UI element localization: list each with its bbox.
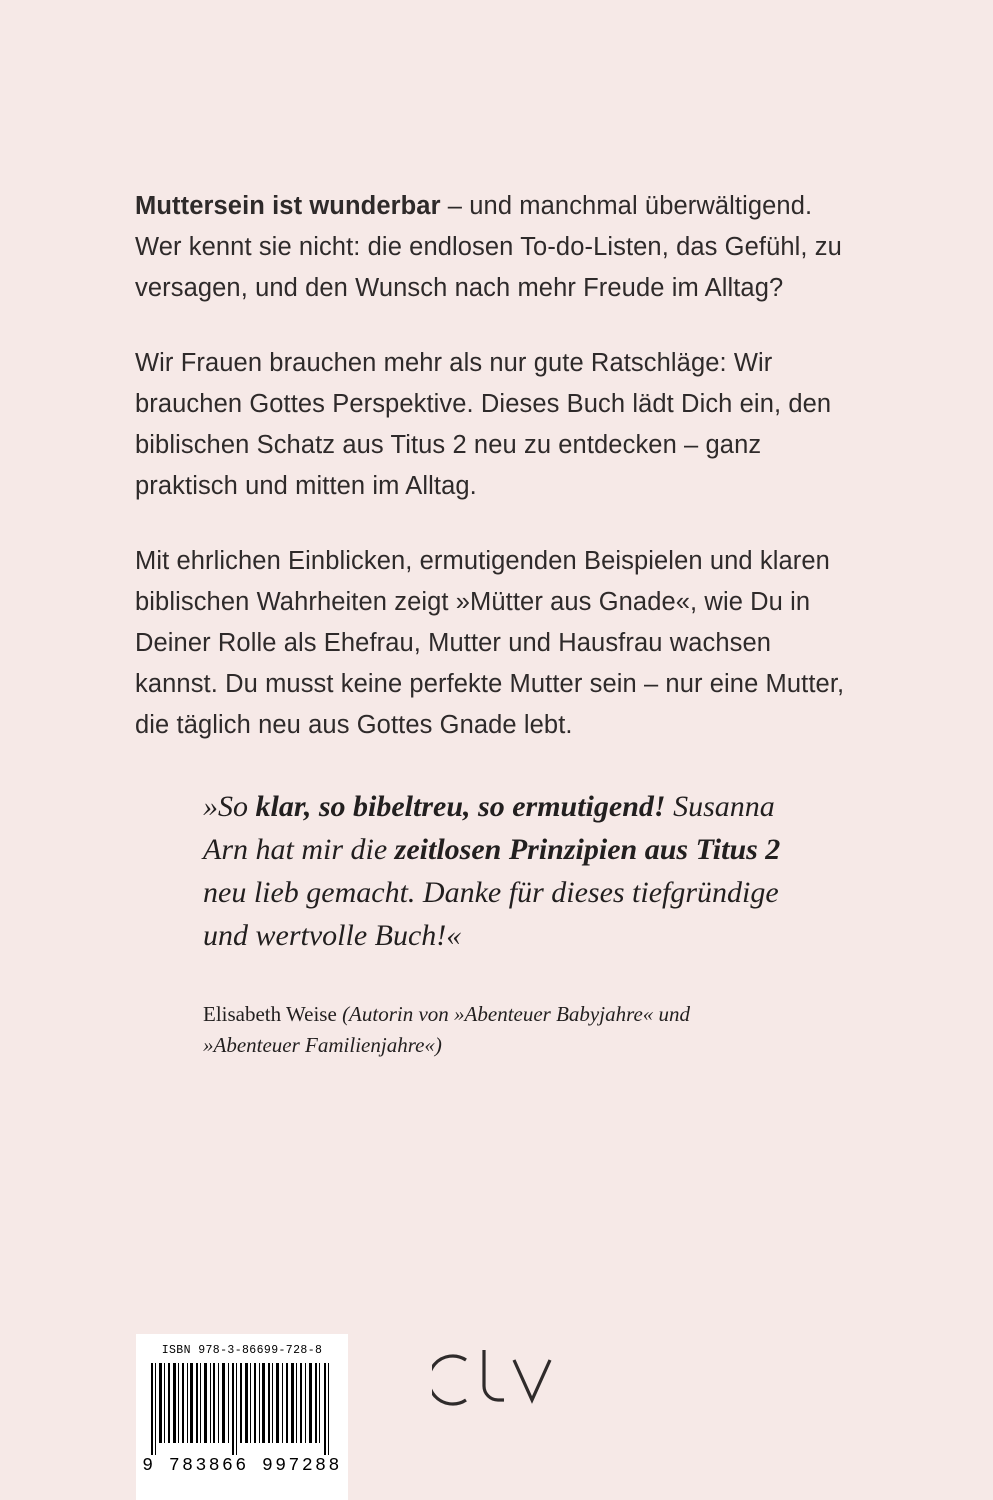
blurb-paragraph-3: Mit ehrlichen Einblicken, ermutigenden Beispielen und klaren biblischen Wahrheiten zeigt »Mütter aus Gnade«, wie Du in Deiner Rolle als Ehefrau, Mutter und Hausfrau wachsen kannst. Du musst keine perfekte Mutter sein – nur eine Mutter, die täglich neu aus Gottes Gnade lebt. bbox=[135, 547, 845, 739]
quote-bold-2: zeitlosen Prinzipien aus Titus 2 bbox=[394, 833, 781, 866]
endorsement-block bbox=[203, 785, 783, 1061]
endorsement-quote bbox=[203, 785, 783, 957]
isbn-label: ISBN 978-3-86699-728-8 bbox=[161, 1344, 323, 1357]
quote-part-2: Susanna Arn hat mir die bbox=[203, 790, 775, 866]
isbn-barcode bbox=[136, 1334, 348, 1500]
blurb-paragraph-2: Wir Frauen brauchen mehr als nur gute Ratschläge: Wir brauchen Gottes Perspektive. Dieses Buch lädt Dich ein, den biblischen Schatz aus Titus 2 neu zu entdecken – ganz praktisch und mitten im Alltag. bbox=[135, 349, 832, 500]
quote-bold-1: klar, so bibeltreu, so ermutigend! bbox=[255, 790, 666, 823]
clv-logo-icon bbox=[432, 1342, 562, 1422]
quote-part-1: »So bbox=[203, 790, 256, 823]
blurb-lead-phrase: Muttersein ist wunderbar bbox=[135, 192, 441, 220]
barcode-digits: 9 783866 997288 bbox=[142, 1456, 342, 1476]
endorsement-author-detail: (Autorin von »Abenteuer Babyjahre« und »Abenteuer Familienjahre«) bbox=[203, 1002, 691, 1057]
blurb-text bbox=[135, 186, 850, 746]
endorsement-attribution bbox=[203, 999, 783, 1061]
blurb-paragraph-1 bbox=[135, 186, 850, 309]
endorsement-author-name: Elisabeth Weise bbox=[203, 1002, 343, 1026]
blurb-paragraph-1-rest: – und manchmal überwältigend. Wer kennt sie nicht: die endlosen To-do-Listen, das Gefühl, zu versagen, und den Wunsch nach mehr Freude im Alltag? bbox=[135, 192, 842, 302]
publisher-logo-clv bbox=[432, 1342, 562, 1422]
quote-part-3: neu lieb gemacht. Danke für dieses tiefgründige und wertvolle Buch!« bbox=[203, 876, 779, 952]
barcode-bars-icon bbox=[149, 1363, 335, 1455]
